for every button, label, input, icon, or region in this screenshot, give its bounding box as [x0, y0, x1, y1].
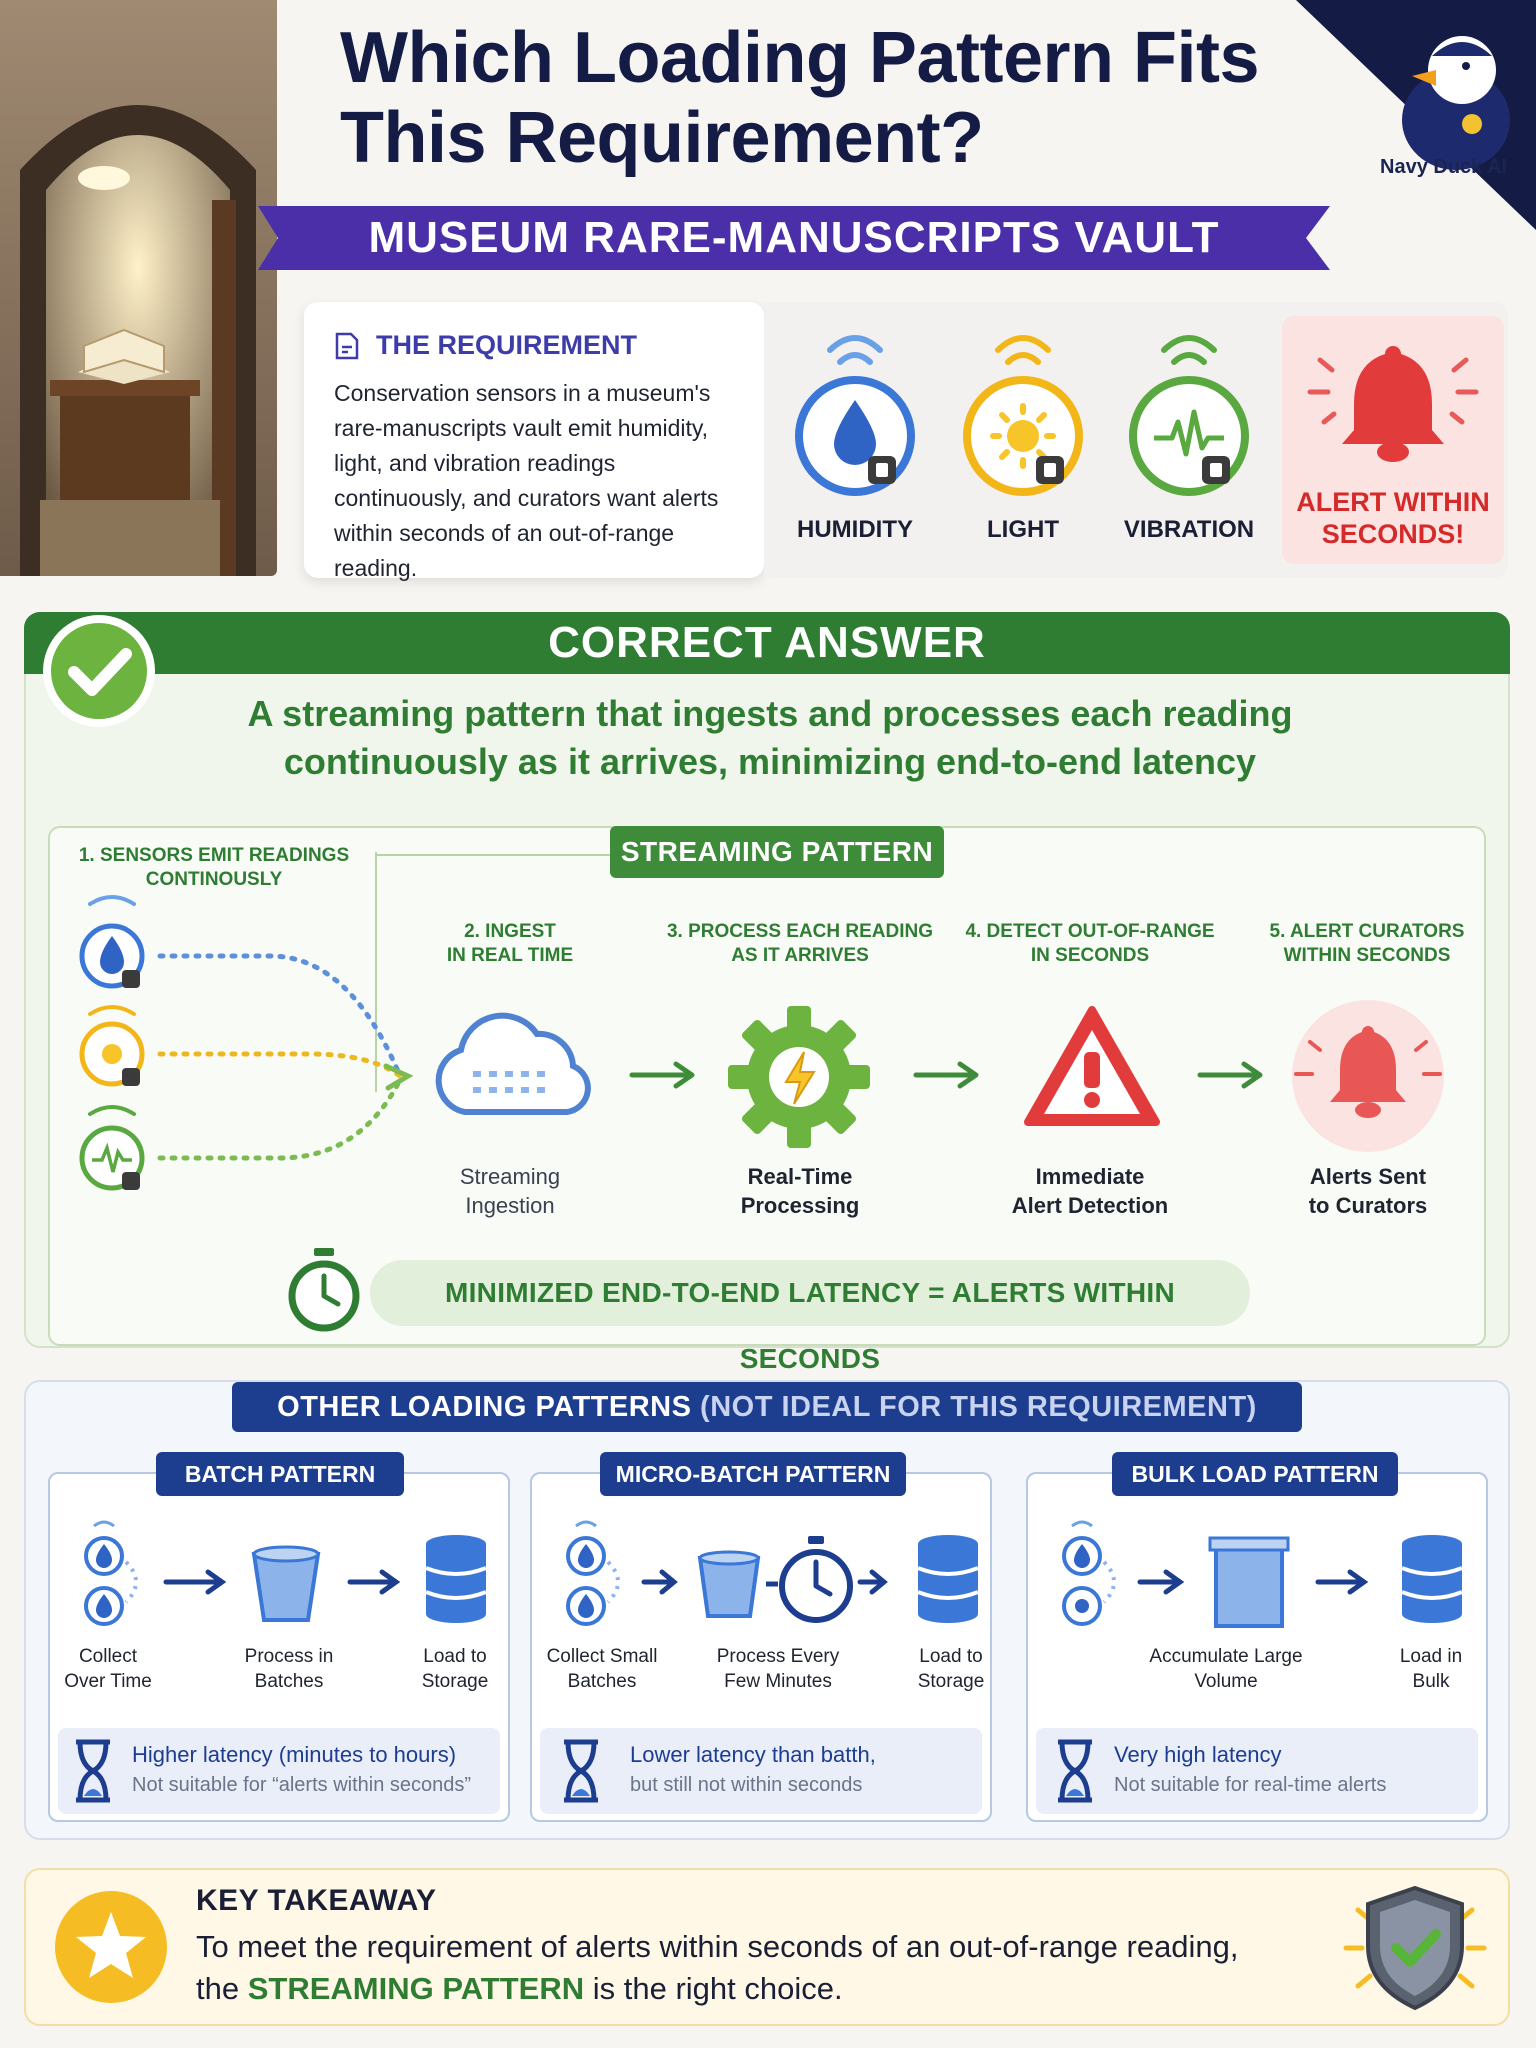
- step-2-caption: Streaming Ingestion: [459, 1164, 561, 1218]
- batch-caption-collect: Collect Over Time: [64, 1646, 152, 1692]
- batch-pattern-tag: BATCH PATTERN: [156, 1452, 404, 1496]
- gear-lightning-icon: [724, 1002, 874, 1152]
- step-1-title: 1. SENSORS EMIT READINGS CONTINOUSLY: [78, 845, 350, 890]
- sensor-label-humidity: HUMIDITY: [797, 516, 913, 543]
- bulk-note-text: Very high latency Not suitable for real-time alerts: [1114, 1742, 1387, 1796]
- key-takeaway-text: To meet the requirement of alerts within seconds of an out-of-range reading, the STREAMING PATTERN is the right choice.: [196, 1929, 1239, 2006]
- step-4-title: 4. DETECT OUT-OF-RANGE IN SECONDS: [965, 921, 1215, 966]
- duck-mascot-icon: [1296, 0, 1536, 230]
- batch-flow-icons: [70, 1510, 490, 1640]
- shield-check-icon: [1340, 1880, 1490, 2016]
- step-3-caption: Real-Time Processing: [740, 1164, 860, 1218]
- banner-title: MUSEUM RARE-MANUSCRIPTS VAULT: [368, 213, 1220, 262]
- document-icon: [334, 332, 360, 360]
- step-5-title: 5. ALERT CURATORS WITHIN SECONDS: [1269, 921, 1465, 966]
- latency-summary: MINIMIZED END-TO-END LATENCY = ALERTS WITHIN SECONDS: [444, 1277, 1176, 1374]
- alert-label: ALERT WITHIN SECONDS!: [1296, 487, 1490, 549]
- sensor-label-vibration: VIBRATION: [1123, 516, 1255, 543]
- batch-caption-process: Process in Batches: [244, 1646, 334, 1692]
- correct-answer-text: A streaming pattern that ingests and processes each reading continuously as it arrives, minimizing end-to-end latency: [247, 693, 1293, 782]
- micro-batch-flow-icons: [552, 1510, 982, 1640]
- micro-batch-caption-process: Process Every Few Minutes: [716, 1646, 840, 1692]
- streaming-pattern-tag: STREAMING PATTERN: [610, 826, 944, 878]
- batch-note-text: Higher latency (minutes to hours) Not suitable for “alerts within seconds”: [132, 1742, 472, 1796]
- hourglass-icon: [72, 1738, 114, 1804]
- bulk-load-pattern-tag: BULK LOAD PATTERN: [1112, 1452, 1398, 1496]
- brand-name: Navy Duck AI: [1380, 156, 1508, 178]
- flow-frame-line: [376, 852, 636, 858]
- flow-arrow: [628, 1060, 698, 1090]
- page-title: Which Loading Pattern Fits This Requirement?: [340, 18, 1259, 178]
- step-3-title: 3. PROCESS EACH READING AS IT ARRIVES: [666, 921, 934, 966]
- checkmark-icon: [40, 612, 158, 730]
- step-4-caption: Immediate Alert Detection: [1011, 1164, 1169, 1218]
- key-takeaway-heading: KEY TAKEAWAY: [196, 1884, 437, 1917]
- step-2-title: 2. INGEST IN REAL TIME: [446, 921, 574, 966]
- vault-illustration: [0, 0, 277, 576]
- correct-answer-title: CORRECT ANSWER: [548, 618, 986, 667]
- hourglass-icon: [560, 1738, 602, 1804]
- flow-arrow: [1196, 1060, 1266, 1090]
- light-sensor-icon: [958, 326, 1088, 506]
- hourglass-icon: [1054, 1738, 1096, 1804]
- star-icon: [52, 1888, 170, 2006]
- curator-bell-icon: [1288, 996, 1448, 1156]
- micro-batch-note-text: Lower latency than batth, but still not within seconds: [630, 1742, 876, 1796]
- micro-batch-pattern-tag: MICRO-BATCH PATTERN: [600, 1452, 906, 1496]
- requirement-text: Conservation sensors in a museum's rare-manuscripts vault emit humidity, light, and vibration readings continuously, and curators want alerts within seconds of an out-of-range reading.: [334, 380, 719, 581]
- bulk-caption-accumulate: Accumulate Large Volume: [1149, 1646, 1303, 1692]
- warning-triangle-icon: [1022, 1004, 1162, 1130]
- other-patterns-title: OTHER LOADING PATTERNS (NOT IDEAL FOR THIS REQUIREMENT): [277, 1391, 1257, 1423]
- sensor-label-light: LIGHT: [987, 516, 1059, 543]
- bulk-caption-load: Load in Bulk: [1399, 1646, 1463, 1692]
- micro-batch-caption-collect: Collect Small Batches: [546, 1646, 658, 1692]
- sensor-stream-lines: [70, 890, 420, 1210]
- flow-arrow: [912, 1060, 982, 1090]
- batch-caption-load: Load to Storage: [421, 1646, 489, 1692]
- bell-alert-icon: [1302, 334, 1484, 474]
- micro-batch-caption-load: Load to Storage: [917, 1646, 985, 1692]
- humidity-sensor-icon: [790, 326, 920, 506]
- vibration-sensor-icon: [1124, 326, 1254, 506]
- streaming-cloud-icon: [425, 1000, 600, 1130]
- step-5-caption: Alerts Sent to Curators: [1308, 1164, 1428, 1218]
- bulk-load-flow-icons: [1048, 1510, 1478, 1640]
- requirement-heading: THE REQUIREMENT: [376, 330, 638, 360]
- stopwatch-icon: [284, 1244, 364, 1334]
